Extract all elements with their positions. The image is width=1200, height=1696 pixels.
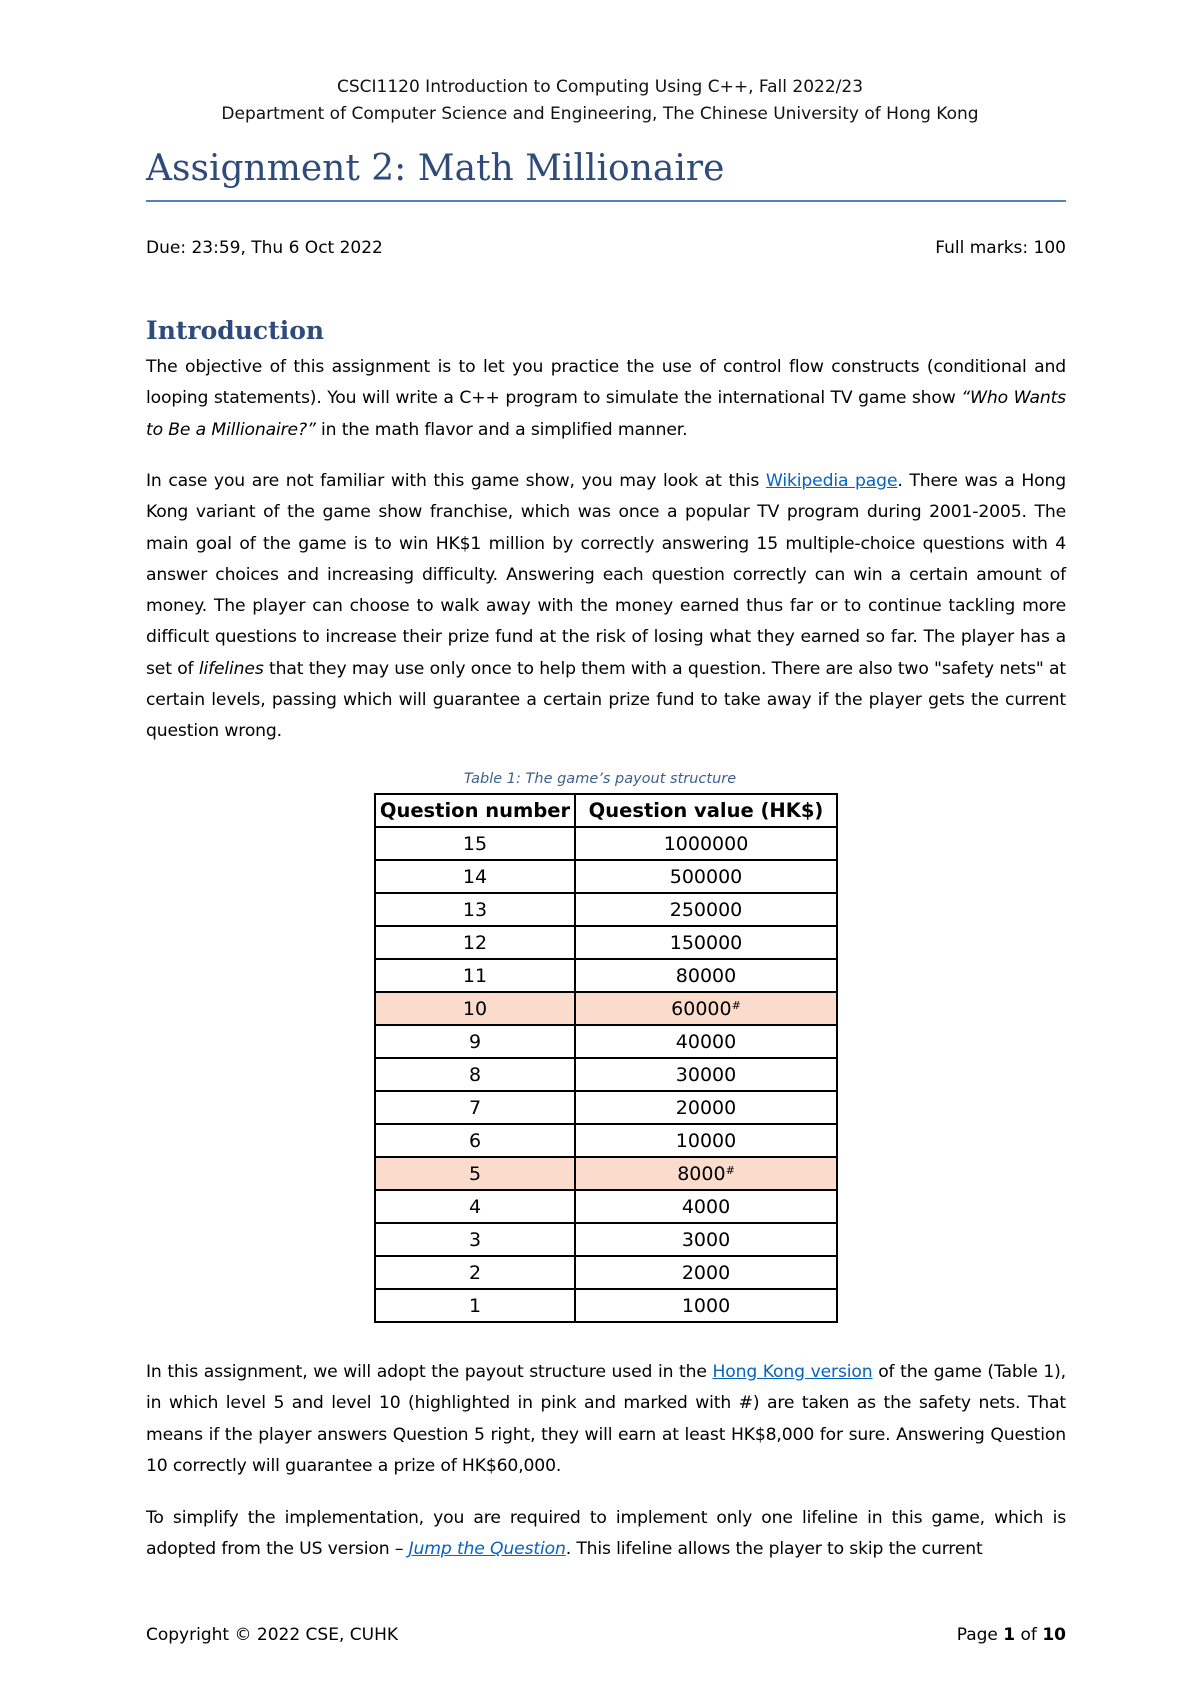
page-title: Assignment 2: Math Millionaire bbox=[146, 148, 725, 189]
payout-paragraph bbox=[146, 1357, 1066, 1482]
question-value-cell bbox=[575, 1223, 837, 1256]
table-row bbox=[375, 926, 837, 959]
question-number-cell: 11 bbox=[375, 959, 575, 992]
table-row bbox=[375, 959, 837, 992]
question-number-cell: 7 bbox=[375, 1091, 575, 1124]
table-row bbox=[375, 1190, 837, 1223]
payout-p-text-b: of the game (Table 1), in which level 5 and level 10 (highlighted in pink and marked with #) are taken as the safety nets. That means if the player answers Question 5 right, they will earn at least HK$8,000 for sure. Answering Question 10 correctly will guarantee a prize of HK$60,000. bbox=[146, 1362, 1066, 1476]
question-value-cell bbox=[575, 1190, 837, 1223]
page-of-label: of bbox=[1015, 1625, 1043, 1645]
table-row bbox=[375, 827, 837, 860]
question-number-cell: 12 bbox=[375, 926, 575, 959]
intro-p2-lifelines: lifelines bbox=[198, 658, 264, 679]
intro-paragraph-2 bbox=[146, 466, 1066, 748]
table-row bbox=[375, 1157, 837, 1190]
payout-p-text-a: In this assignment, we will adopt the payout structure used in the bbox=[146, 1362, 713, 1382]
table-row bbox=[375, 1124, 837, 1157]
question-number-cell: 4 bbox=[375, 1190, 575, 1223]
question-value-cell bbox=[575, 1091, 837, 1124]
table-row bbox=[375, 1256, 837, 1289]
intro-p2-text-a: In case you are not familiar with this game show, you may look at this bbox=[146, 471, 766, 491]
department-header: Department of Computer Science and Engineering, The Chinese University of Hong Kong bbox=[221, 104, 979, 124]
question-value-cell bbox=[575, 1157, 837, 1190]
intro-p1-text-a: The objective of this assignment is to let you practice the use of control flow constructs (conditional and looping statements). You will write a C++ program to simulate the international TV game show bbox=[146, 357, 1066, 409]
question-value-cell bbox=[575, 959, 837, 992]
lifeline-p-text-a: To simplify the implementation, you are required to implement only one lifeline in this game, which is adopted from the US version – bbox=[146, 1508, 1066, 1560]
question-value-cell bbox=[575, 893, 837, 926]
page-label: Page bbox=[956, 1625, 1004, 1645]
intro-p1-text-b: in the math flavor and a simplified manner. bbox=[315, 419, 688, 440]
safety-net-mark: # bbox=[731, 998, 741, 1012]
due-date: Due: 23:59, Thu 6 Oct 2022 bbox=[146, 238, 383, 258]
question-value-cell bbox=[575, 1124, 837, 1157]
lifeline-paragraph bbox=[146, 1503, 1066, 1566]
table-header-row bbox=[375, 794, 837, 827]
question-number-cell: 14 bbox=[375, 860, 575, 893]
question-value: 20000 bbox=[675, 1096, 737, 1119]
safety-net-mark: # bbox=[725, 1163, 735, 1177]
column-header-question-value: Question value (HK$) bbox=[575, 794, 837, 827]
question-value-cell bbox=[575, 827, 837, 860]
question-value: 2000 bbox=[681, 1261, 731, 1284]
question-value: 1000 bbox=[681, 1294, 731, 1317]
question-value: 3000 bbox=[681, 1228, 731, 1251]
question-value-cell bbox=[575, 1256, 837, 1289]
table-row bbox=[375, 1091, 837, 1124]
question-number-cell: 2 bbox=[375, 1256, 575, 1289]
hong-kong-version-link[interactable]: Hong Kong version bbox=[712, 1362, 873, 1382]
question-value: 80000 bbox=[675, 964, 737, 987]
question-value-cell bbox=[575, 1058, 837, 1091]
intro-p2-text-c: that they may use only once to help them with a question. There are also two "safety nets" at certain levels, passing which will guarantee a certain prize fund to take away if the player gets the current question wrong. bbox=[146, 658, 1066, 742]
question-value: 60000 bbox=[671, 997, 732, 1020]
table-caption: Table 1: The game’s payout structure bbox=[463, 771, 737, 787]
question-value: 10000 bbox=[675, 1129, 737, 1152]
question-value: 40000 bbox=[675, 1030, 737, 1053]
table-row bbox=[375, 1025, 837, 1058]
question-value-cell bbox=[575, 1025, 837, 1058]
question-value: 500000 bbox=[669, 865, 743, 888]
question-value-cell bbox=[575, 860, 837, 893]
question-value: 150000 bbox=[669, 931, 743, 954]
total-pages: 10 bbox=[1042, 1625, 1066, 1645]
footer-copyright: Copyright © 2022 CSE, CUHK bbox=[146, 1625, 398, 1645]
footer-page-number bbox=[957, 1625, 1066, 1645]
payout-table bbox=[374, 793, 838, 1323]
question-number-cell: 9 bbox=[375, 1025, 575, 1058]
question-value-cell bbox=[575, 1289, 837, 1322]
full-marks: Full marks: 100 bbox=[935, 238, 1066, 258]
table-row bbox=[375, 860, 837, 893]
table-row bbox=[375, 1058, 837, 1091]
payout-table-body bbox=[375, 827, 837, 1322]
column-header-question-number: Question number bbox=[375, 794, 575, 827]
question-number-cell: 5 bbox=[375, 1157, 575, 1190]
intro-p2-text-b: . There was a Hong Kong variant of the game show franchise, which was once a popular TV program during 2001-2005. The main goal of the game is to win HK$1 million by correctly answering 15 multiple-choice questions with 4 answer choices and increasing difficulty. Answering each question correctly can win a certain amount of money. The player can choose to walk away with the money earned thus far or to continue tackling more difficult questions to increase their prize fund at the risk of losing what they earned so far. The player has a set of bbox=[146, 471, 1066, 679]
question-number-cell: 3 bbox=[375, 1223, 575, 1256]
table-row bbox=[375, 992, 837, 1025]
table-row bbox=[375, 1289, 837, 1322]
title-divider bbox=[146, 200, 1066, 202]
course-header: CSCI1120 Introduction to Computing Using C++, Fall 2022/23 bbox=[336, 77, 864, 97]
question-value: 1000000 bbox=[663, 832, 749, 855]
question-value: 250000 bbox=[669, 898, 743, 921]
question-value: 8000 bbox=[677, 1162, 726, 1185]
question-number-cell: 8 bbox=[375, 1058, 575, 1091]
wikipedia-link[interactable]: Wikipedia page bbox=[765, 471, 898, 491]
lifeline-p-text-b: . This lifeline allows the player to skip the current bbox=[565, 1539, 983, 1560]
question-value: 4000 bbox=[681, 1195, 731, 1218]
question-value-cell bbox=[575, 926, 837, 959]
intro-paragraph-1 bbox=[146, 352, 1066, 446]
question-number-cell: 1 bbox=[375, 1289, 575, 1322]
table-row bbox=[375, 893, 837, 926]
section-heading-introduction: Introduction bbox=[146, 316, 325, 345]
table-row bbox=[375, 1223, 837, 1256]
intro-p1-quote: “Who Wants to Be a Millionaire?” bbox=[146, 388, 1066, 440]
question-number-cell: 15 bbox=[375, 827, 575, 860]
question-number-cell: 10 bbox=[375, 992, 575, 1025]
current-page: 1 bbox=[1003, 1625, 1016, 1645]
jump-the-question-link[interactable]: Jump the Question bbox=[408, 1539, 566, 1560]
question-value-cell bbox=[575, 992, 837, 1025]
question-number-cell: 13 bbox=[375, 893, 575, 926]
question-value: 30000 bbox=[675, 1063, 737, 1086]
question-number-cell: 6 bbox=[375, 1124, 575, 1157]
